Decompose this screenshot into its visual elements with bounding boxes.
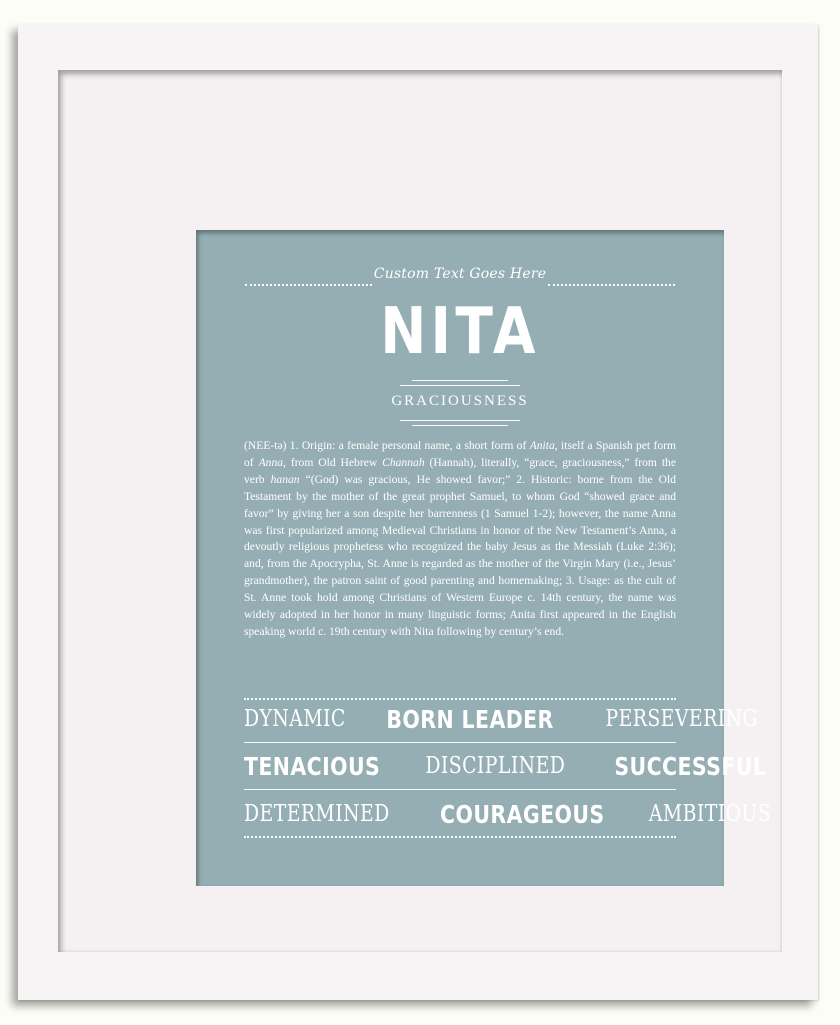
rule-below-meaning-1 <box>400 420 520 421</box>
rule-below-meaning-2 <box>412 425 508 426</box>
custom-text: Custom Text Goes Here <box>373 266 547 282</box>
definition-text: (NEE-tə) 1. Origin: a female personal name, a short form of <box>244 439 530 452</box>
trait-word: PERSEVERING <box>605 706 759 732</box>
picture-frame <box>18 24 818 1000</box>
trait-row-3 <box>244 799 772 829</box>
trait-row-divider <box>244 742 676 743</box>
trait-row-divider <box>244 789 676 790</box>
dotted-divider-left <box>245 284 372 286</box>
trait-word: DYNAMIC <box>244 706 346 732</box>
trait-word: TENACIOUS <box>244 751 381 781</box>
rule-above-meaning-2 <box>400 385 520 386</box>
trait-word: COURAGEOUS <box>439 799 605 829</box>
definition-text: , itself a Spanish pet form of <box>244 439 677 469</box>
rule-above-meaning-1 <box>412 380 508 381</box>
trait-word: DISCIPLINED <box>425 753 566 779</box>
definition-italic-word: Anita <box>529 439 555 452</box>
trait-word: SUCCESSFUL <box>614 751 767 781</box>
trait-word: AMBITIOUS <box>649 801 772 827</box>
trait-row-2 <box>244 751 767 781</box>
definition-italic-word: Anna <box>258 455 284 469</box>
name-title: NITA <box>380 295 540 369</box>
definition-italic-word: Channah <box>382 455 425 469</box>
name-meaning: GRACIOUSNESS <box>391 393 529 409</box>
frame-mat <box>58 70 782 952</box>
definition-text: (Hannah), literally, “grace, graciousness,” from the verb <box>244 455 676 486</box>
dotted-divider-traits-bottom <box>244 836 676 838</box>
definition-text: “(God) was gracious, He showed favor;” 2. Historic: borne from the Old Testament by the mother of the great prophet Samuel, to whom God “showed grace and favor” by giving her a son despite her barrenness (1 Samuel 1-2); however, the name Anna was first popularized among Medieval Christians in honor of the New Testament’s Anna, a devoutly religious prophetess who recognized the baby Jesus as the Messiah (Luke 2:36); and, from the Apocrypha, St. Anne is regarded as the mother of the Virgin Mary (i.e., Jesus’ grandmother), the patron saint of good parenting and homemaking; 3. Usage: as the cult of St. Anne took hold among Christians of Western Europe c. 14th century, the name was widely adopted in her honor in many linguistic forms; Anita first appeared in the English speaking world c. 19th century with Nita following by century’s end. <box>244 472 677 638</box>
definition-text: , from Old Hebrew <box>283 455 383 469</box>
name-definition <box>244 438 676 641</box>
dotted-divider-traits-top <box>244 698 676 700</box>
name-print <box>196 230 772 886</box>
trait-row-1 <box>244 704 759 734</box>
dotted-divider-right <box>548 284 675 286</box>
definition-italic-word: hanan <box>270 472 300 486</box>
trait-word: DETERMINED <box>244 801 390 827</box>
trait-word: BORN LEADER <box>386 704 554 734</box>
